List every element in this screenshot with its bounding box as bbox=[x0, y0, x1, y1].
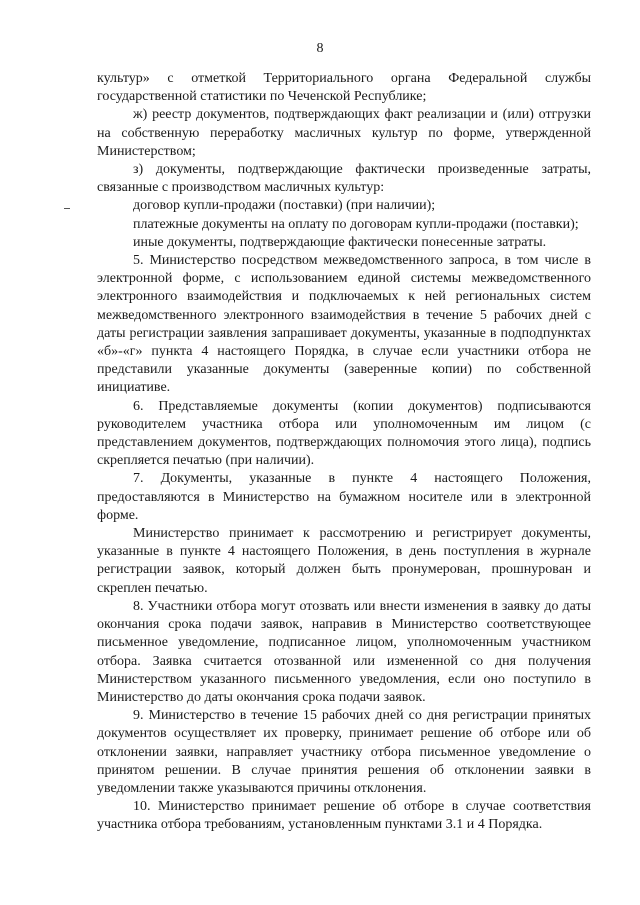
paragraph-item-zh: ж) реестр документов, подтверждающих факт реализации и (или) отгрузки на собственную переработку масличных культур по форме, утвержденной Министерством; bbox=[97, 107, 591, 159]
paragraph-payment-docs: платежные документы на оплату по договорам купли-продажи (поставки); bbox=[133, 216, 579, 232]
paragraph-clause-9: 9. Министерство в течение 15 рабочих дней со дня регистрации принятых документов осуществляет их проверку, принимает решение об отборе или об отклонении заявки, направляет участнику отбора письменное уведомление о принятом решении. В случае принятия решения об отклонении заявки в уведомлении также указываются причины отклонения. bbox=[97, 708, 591, 796]
margin-mark bbox=[64, 208, 70, 209]
paragraph-other-docs: иные документы, подтверждающие фактически понесенные затраты. bbox=[133, 234, 547, 250]
paragraph-clause-7: 7. Документы, указанные в пункте 4 настоящего Положения, предоставляются в Министерство на бумажном носителе или в электронной форме. bbox=[97, 471, 591, 523]
paragraph-clause-8: 8. Участники отбора могут отозвать или внести изменения в заявку до даты окончания срока подачи заявок, направив в Министерство соответствующее письменное уведомление, подписанное лицом, уполномоченным участником отбора. Заявка считается отозванной или измененной со дня получения Министерством указанного письменного уведомления, если оно поступило в Министерство до даты окончания срока подачи заявок. bbox=[97, 598, 591, 705]
paragraph-registration: Министерство принимает к рассмотрению и регистрирует документы, указанные в пункте 4 настоящего Положения, в день поступления в журнале регистрации заявок, который должен быть пронумерован, прошнурован и скреплен печатью. bbox=[97, 526, 591, 596]
paragraph-contract: договор купли-продажи (поставки) (при наличии); bbox=[133, 198, 436, 214]
paragraph-item-z: з) документы, подтверждающие фактически произведенные затраты, связанные с производством масличных культур: bbox=[97, 162, 591, 196]
paragraph-clause-10: 10. Министерство принимает решение об отборе в случае соответствия участника отбора требованиям, установленным пунктами 3.1 и 4 Порядка. bbox=[97, 799, 591, 833]
page-number: 8 bbox=[316, 41, 324, 56]
paragraph-continuation: культур» с отметкой Территориального органа Федеральной службы государственной статистики по Чеченской Республике; bbox=[97, 71, 591, 105]
paragraph-clause-5: 5. Министерство посредством межведомственного запроса, в том числе в электронной форме, с использованием единой системы межведомственного электронного взаимодействия и подключаемых к ней региональных систем межведомственного электронного взаимодействия в течение 5 рабочих дней с даты регистрации заявления запрашивает документы, указанные в подподпунктах «б»-«г» пункта 4 настоящего Порядка, в случае если участники отбора не представили указанные документы (заверенные копии) по собственной инициативе. bbox=[97, 253, 591, 396]
document-body bbox=[97, 70, 591, 835]
paragraph-clause-6: 6. Представляемые документы (копии документов) подписываются руководителем участника отбора или уполномоченным им лицом (с представлением документов, подтверждающих полномочия этого лица), подпись скрепляется печатью (при наличии). bbox=[97, 398, 591, 469]
